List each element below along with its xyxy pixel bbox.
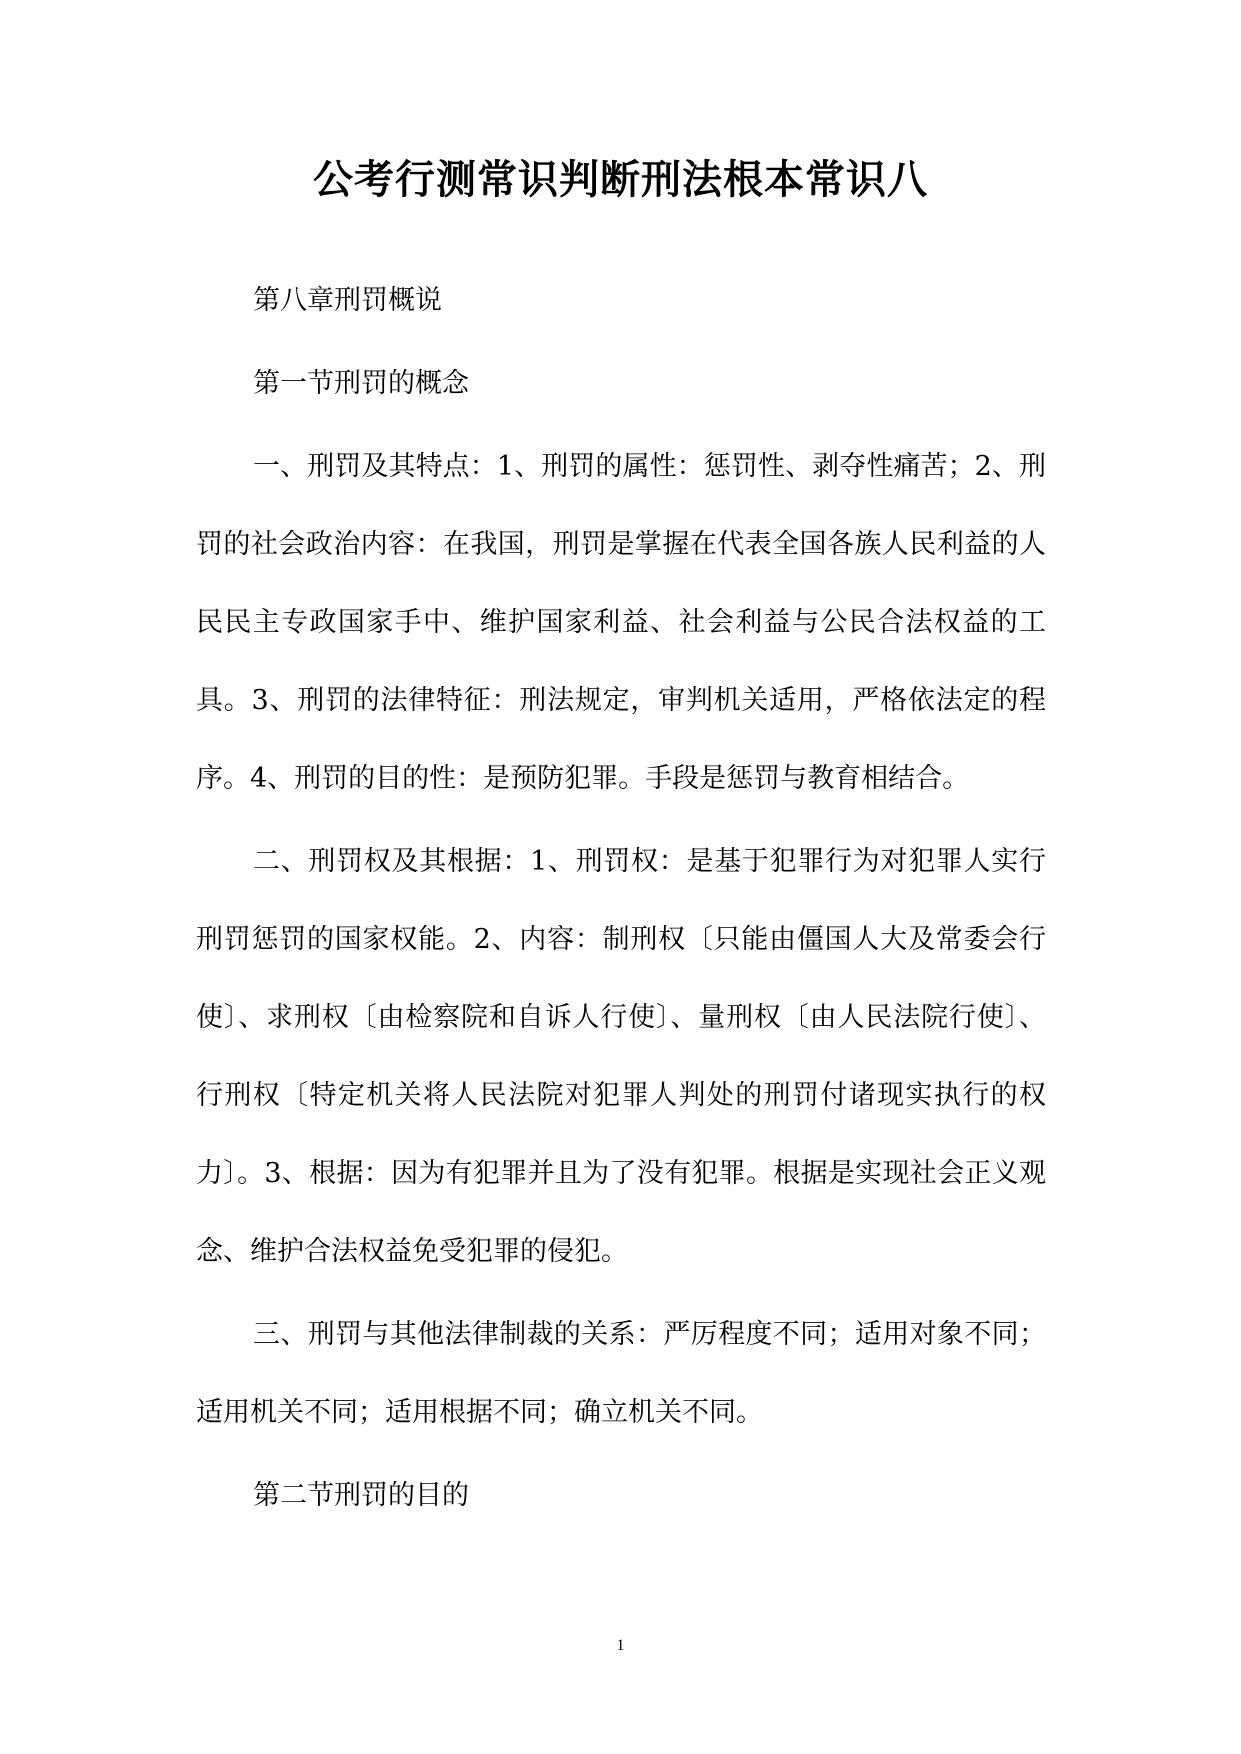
paragraph-body: 三、刑罚与其他法律制裁的关系：严厉程度不同；适用对象不同；适用机关不同；适用根据不同；确立机关不同。 [196, 1319, 1046, 1428]
paragraph-section-heading: 第二节刑罚的目的 [253, 1480, 469, 1511]
page-number: 1 [616, 1637, 625, 1654]
document-body [196, 262, 1046, 1540]
paragraph-chapter-heading: 第八章刑罚概说 [253, 285, 442, 316]
paragraph-body: 二、刑罚权及其根据：1、刑罚权：是基于犯罪行为对犯罪人实行刑罚惩罚的国家权能。2、内容：制刑权〔只能由僵国人大及常委会行使〕、求刑权〔由检察院和自诉人行使〕、量刑权〔由人民法院行使〕、行刑权〔特定机关将人民法院对犯罪人判处的刑罚付诸现实执行的权力〕。3、根据：因为有犯罪并且为了没有犯罪。根据是实现社会正义观念、维护合法权益免受犯罪的侵犯。 [196, 846, 1046, 1267]
paragraph-body: 一、刑罚及其特点：1、刑罚的属性：惩罚性、剥夺性痛苦；2、刑罚的社会政治内容：在我国，刑罚是掌握在代表全国各族人民利益的人民民主专政国家手中、维护国家利益、社会利益与公民合法权益的工具。3、刑罚的法律特征：刑法规定，审判机关适用，严格依法定的程序。4、刑罚的目的性：是预防犯罪。手段是惩罚与教育相结合。 [196, 451, 1046, 794]
document-title: 公考行测常识判断刑法根本常识八 [313, 156, 928, 203]
paragraph-section-heading: 第一节刑罚的概念 [253, 368, 469, 399]
